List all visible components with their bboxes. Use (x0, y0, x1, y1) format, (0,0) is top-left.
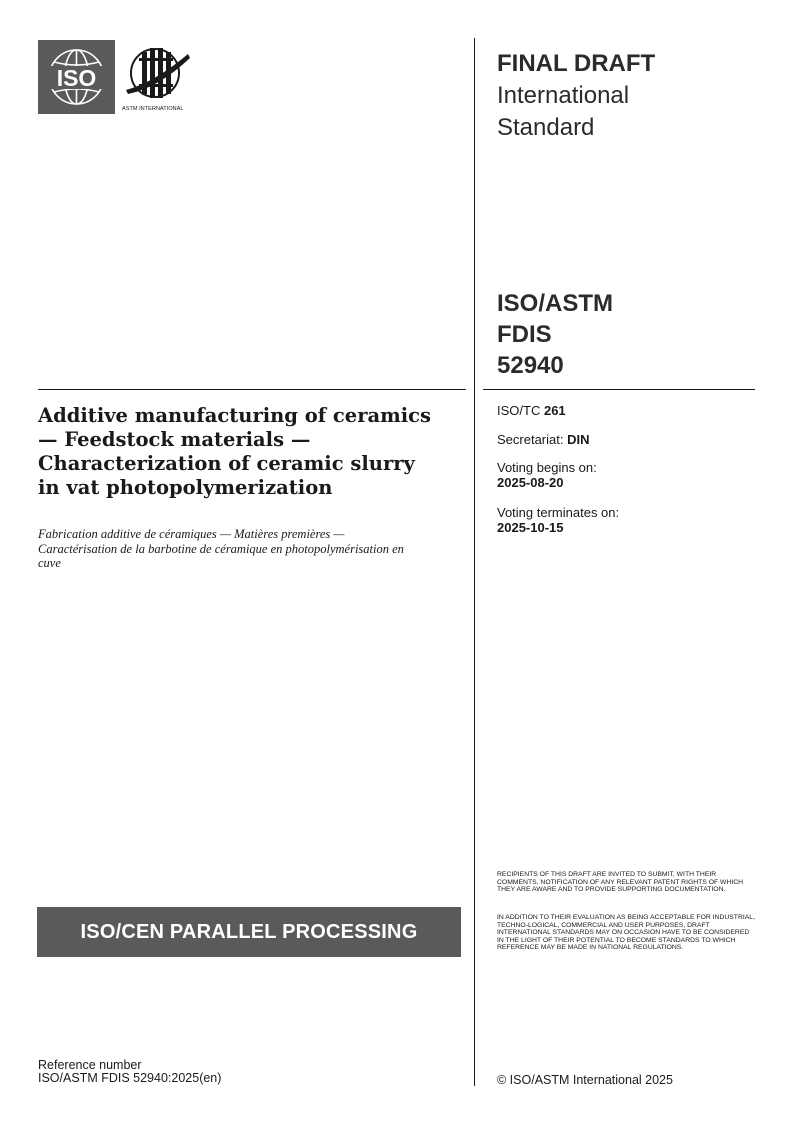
english-title: Additive manufacturing of ceramics — Feedstock materials — Characterization of ceramic slurry in vat photopolymerization (38, 404, 431, 499)
parallel-processing-banner: ISO/CEN PARALLEL PROCESSING (37, 907, 461, 957)
draft-title-line3: Standard (497, 114, 595, 141)
reference-number (38, 1059, 221, 1085)
voting-begins-label: Voting begins on: (497, 460, 597, 475)
astm-caption: ASTM INTERNATIONAL (122, 106, 184, 112)
draft-title (497, 48, 777, 144)
astm-emblem-icon (118, 40, 200, 114)
astm-logo (118, 40, 200, 114)
voting-terminates-label: Voting terminates on: (497, 505, 620, 520)
secretariat (497, 432, 757, 447)
french-title: Fabrication additive de céramiques — Matières premières — Caractérisation de la barbotine de céramique en photopolymérisation en cuve (38, 527, 404, 570)
notice-paragraph-1: RECIPIENTS OF THIS DRAFT ARE INVITED TO SUBMIT, WITH THEIR COMMENTS, NOTIFICATION OF ANY RELEVANT PATENT RIGHTS OF WHICH THEY ARE AWARE AND TO PROVIDE SUPPORTING DOCUMENTATION. (497, 871, 744, 894)
reference-value: ISO/ASTM FDIS 52940:2025(en) (38, 1071, 222, 1085)
voting-terminates-value: 2025-10-15 (497, 520, 564, 535)
iso-logo (38, 40, 115, 114)
vertical-divider (474, 38, 475, 1086)
notice-paragraph-2: IN ADDITION TO THEIR EVALUATION AS BEING ACCEPTABLE FOR INDUSTRIAL, TECHNO-LOGICAL, COMMERCIAL AND USER PURPOSES, DRAFT INTERNATIONAL STANDARDS MAY ON OCCASION HAVE TO BE CONSIDERED IN THE LIGHT OF THEIR POTENTIAL TO BECOME STANDARDS TO WHICH REFERENCE MAY BE MADE IN NATIONAL REGULATIONS. (497, 914, 755, 952)
copyright: © ISO/ASTM International 2025 (497, 1073, 673, 1087)
document-id-line3: 52940 (497, 352, 564, 379)
voting-begins-value: 2025-08-20 (497, 475, 564, 490)
document-id-line1: ISO/ASTM (497, 290, 614, 317)
secretariat-label: Secretariat: (497, 432, 564, 447)
horizontal-rule-right (483, 389, 755, 390)
iso-logo-text: ISO (56, 65, 97, 91)
technical-committee (497, 403, 757, 418)
document-id (497, 288, 747, 381)
voting-terminates (497, 505, 757, 535)
tc-label: ISO/TC (497, 403, 541, 418)
horizontal-rule-left (38, 389, 466, 390)
document-id-line2: FDIS (497, 321, 552, 348)
tc-value: 261 (543, 403, 566, 418)
draft-title-line1: FINAL DRAFT (497, 50, 656, 77)
reference-label: Reference number (38, 1058, 142, 1072)
voting-begins (497, 460, 757, 490)
iso-globe-icon (38, 40, 115, 114)
draft-title-line2: International (497, 82, 630, 109)
secretariat-value: DIN (567, 432, 590, 447)
